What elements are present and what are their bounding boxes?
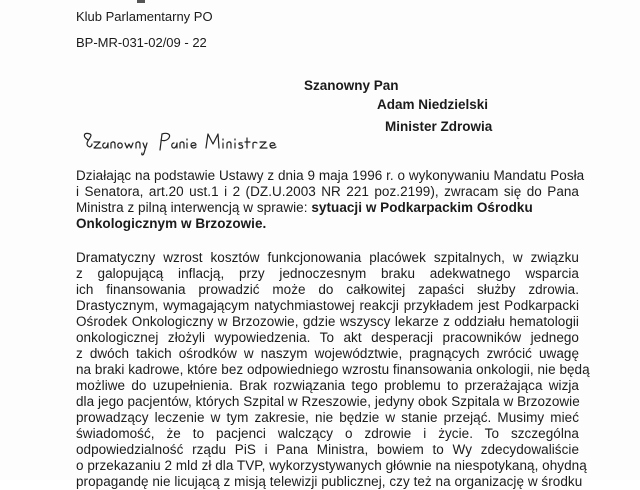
paragraph1-line: Działając na podstawie Ustawy z dnia 9 maja 1996 r. o wykonywaniu Mandatu Posła — [76, 168, 585, 183]
paragraph2-line: na braki kadrowe, które bez odpowiedniego wzrostu finansowania onkologii, nie będą — [76, 362, 590, 377]
paragraph2-line: z galopującą inflacją, przy jednoczesnym braku adekwatnego wsparcia — [76, 266, 579, 281]
paragraph1-line: i Senatora, art.20 ust.1 i 2 (DZ.U.2003 NR 221 poz.2199), zwracam się do Pana — [76, 184, 579, 199]
paragraph1-bold-subject: sytuacji w Podkarpackim Ośrodku — [311, 200, 533, 215]
paragraph2-line: ich finansowania prowadzić może do całkowitej zapaści służby zdrowia. — [76, 282, 579, 297]
paragraph2-line: onkologicznej złożyli wypowiedzenia. To akt desperacji pracowników jednego — [76, 330, 579, 345]
paragraph2-line: prowadzący leczenie w tym zakresie, nie będzie w stanie przejąć. Musimy mieć — [76, 410, 579, 425]
paragraph2-line: Ośrodek Onkologiczny w Brzozowie, gdzie wszyscy lekarze z oddziału hematologii — [76, 314, 579, 329]
paragraph1-line — [76, 200, 533, 216]
paragraph1-text: Ministra z pilną interwencją w sprawie: — [76, 200, 308, 215]
paragraph2-line: Dramatyczny wzrost kosztów funkcjonowania placówek szpitalnych, w związku — [76, 250, 579, 265]
addressee-position: Minister Zdrowia — [385, 119, 493, 134]
paragraph1-bold-line: Onkologicznym w Brzozowie. — [76, 216, 267, 231]
paragraph2-line: o przekazaniu 2 mld zł dla TVP, wykorzystywanych głównie na niespotykaną, ohydną — [76, 458, 587, 473]
handwritten-greeting — [80, 126, 280, 166]
paragraph2-line: możliwe do uzupełnienia. Brak rozwiązania tego problemu to przerażająca wizja — [76, 378, 579, 393]
paragraph2-line: Drastycznym, wymagającym natychmiastowej reakcji przykładem jest Podkarpacki — [76, 298, 579, 313]
addressee-name: Adam Niedzielski — [377, 97, 489, 112]
reference-number: BP-MR-031-02/09 - 22 — [76, 35, 207, 50]
club-name: Klub Parlamentarny PO — [76, 9, 213, 24]
paragraph2-line: propagandę nie licującą z misją telewizji publicznej, czy też na organizację w środku — [76, 474, 583, 489]
paragraph2-line: świadomość, że to pacjenci walczący o zdrowie i życie. To szczególna — [76, 426, 579, 441]
salutation: Szanowny Pan — [304, 78, 399, 93]
paragraph2-line: odpowiedzialność rządu PiS i Pana Ministra, bowiem to Wy zdecydowaliście — [76, 442, 579, 457]
paragraph2-line: z dwóch takich ośrodków w naszym województwie, pragnących zwrócić uwagę — [76, 346, 579, 361]
scan-mark — [137, 0, 145, 3]
paragraph2-line: dla jego pacjentów, których Szpital w Rzeszowie, jedyny obok Szpitala w Brzozowie — [76, 394, 580, 409]
